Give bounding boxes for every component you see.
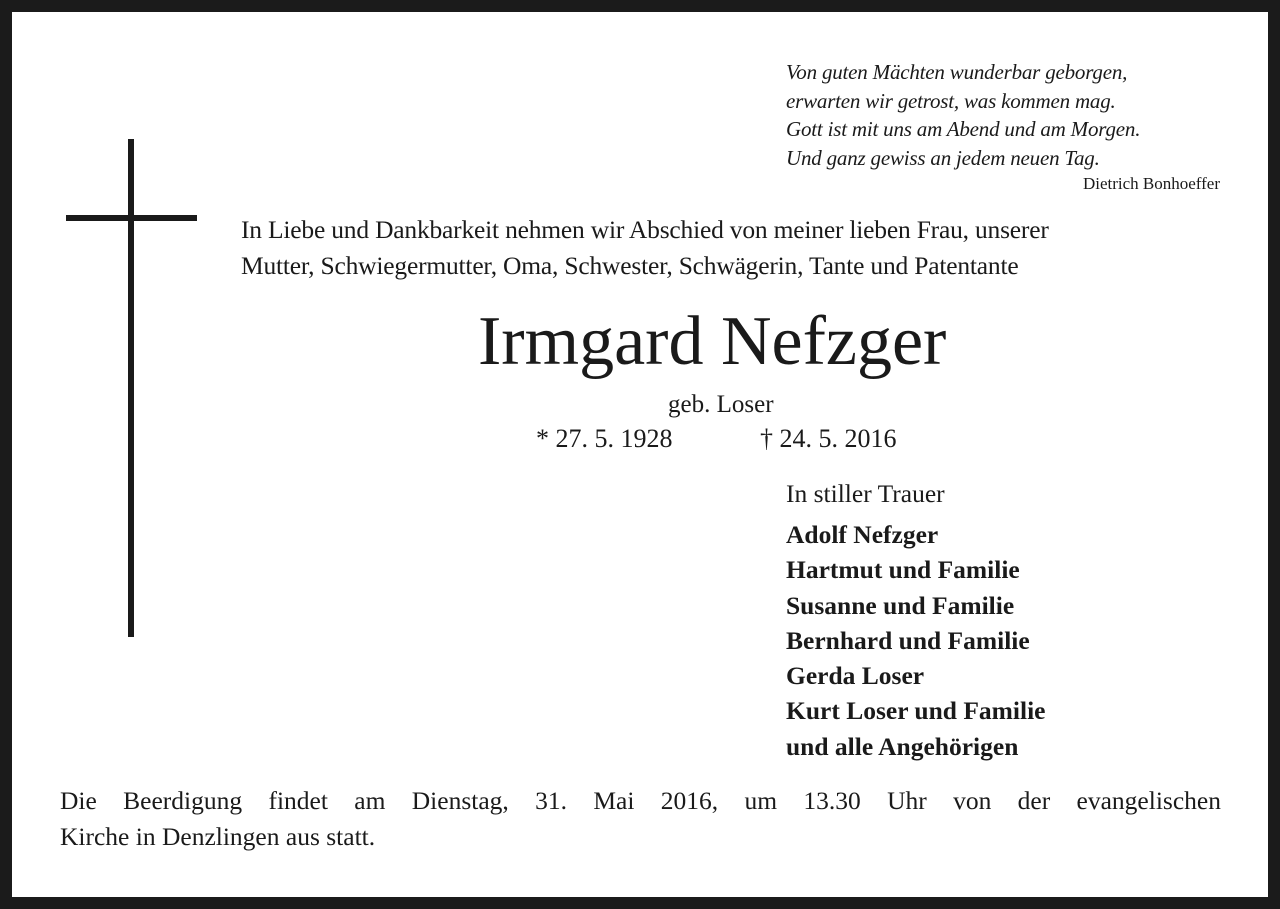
funeral-word: 31. <box>535 786 567 815</box>
maiden-name: geb. Loser <box>668 391 774 418</box>
mourner-name: Hartmut und Familie <box>786 555 1020 585</box>
quote-line: Von guten Mächten wunderbar geborgen, <box>786 60 1128 84</box>
mourner-name: Gerda Loser <box>786 661 925 691</box>
funeral-word: der <box>1017 786 1051 815</box>
quote-line: Und ganz gewiss an jedem neuen Tag. <box>786 145 1100 170</box>
funeral-word: von <box>953 786 992 815</box>
funeral-word: Dienstag, <box>411 786 509 815</box>
funeral-word: findet <box>268 786 328 815</box>
death-date: † 24. 5. 2016 <box>760 424 897 453</box>
mourner-name: Susanne und Familie <box>786 590 1015 620</box>
funeral-announcement <box>60 783 1221 855</box>
cross-icon-vertical-bar <box>128 139 134 637</box>
mourners-list <box>786 517 1046 764</box>
bonhoeffer-quote <box>786 58 1226 172</box>
funeral-word: um <box>744 786 778 815</box>
mourner-name: Kurt Loser und Familie <box>786 696 1046 726</box>
deceased-name: Irmgard Nefzger <box>478 303 947 380</box>
funeral-word: am <box>354 786 386 815</box>
funeral-word: 13.30 <box>803 786 861 815</box>
funeral-word: Uhr <box>887 786 927 815</box>
mourner-name: und alle Angehörigen <box>786 731 1019 761</box>
birth-date: * 27. 5. 1928 <box>536 424 673 453</box>
mourner-name: Bernhard und Familie <box>786 625 1030 655</box>
cross-icon-horizontal-bar <box>66 215 197 221</box>
mourner-name: Adolf Nefzger <box>786 520 939 549</box>
funeral-word: Die <box>60 786 97 815</box>
quote-line: erwarten wir getrost, was kommen mag. <box>786 88 1116 113</box>
farewell-line: Mutter, Schwiegermutter, Oma, Schwester, Schwägerin, Tante und Patentante <box>241 251 1019 280</box>
obituary-notice <box>12 12 1268 897</box>
funeral-word: Beerdigung <box>123 786 243 815</box>
funeral-line <box>60 783 1221 819</box>
funeral-word: 2016, <box>660 786 719 815</box>
mourning-label: In stiller Trauer <box>786 479 945 508</box>
funeral-word: evangelischen <box>1076 786 1221 815</box>
quote-line: Gott ist mit uns am Abend und am Morgen. <box>786 117 1141 141</box>
farewell-line: In Liebe und Dankbarkeit nehmen wir Abschied von meiner lieben Frau, unserer <box>241 215 1049 244</box>
farewell-text <box>241 212 1221 284</box>
funeral-word: Mai <box>593 786 635 815</box>
funeral-line: Kirche in Denzlingen aus statt. <box>60 822 376 851</box>
quote-author: Dietrich Bonhoeffer <box>1082 174 1220 193</box>
